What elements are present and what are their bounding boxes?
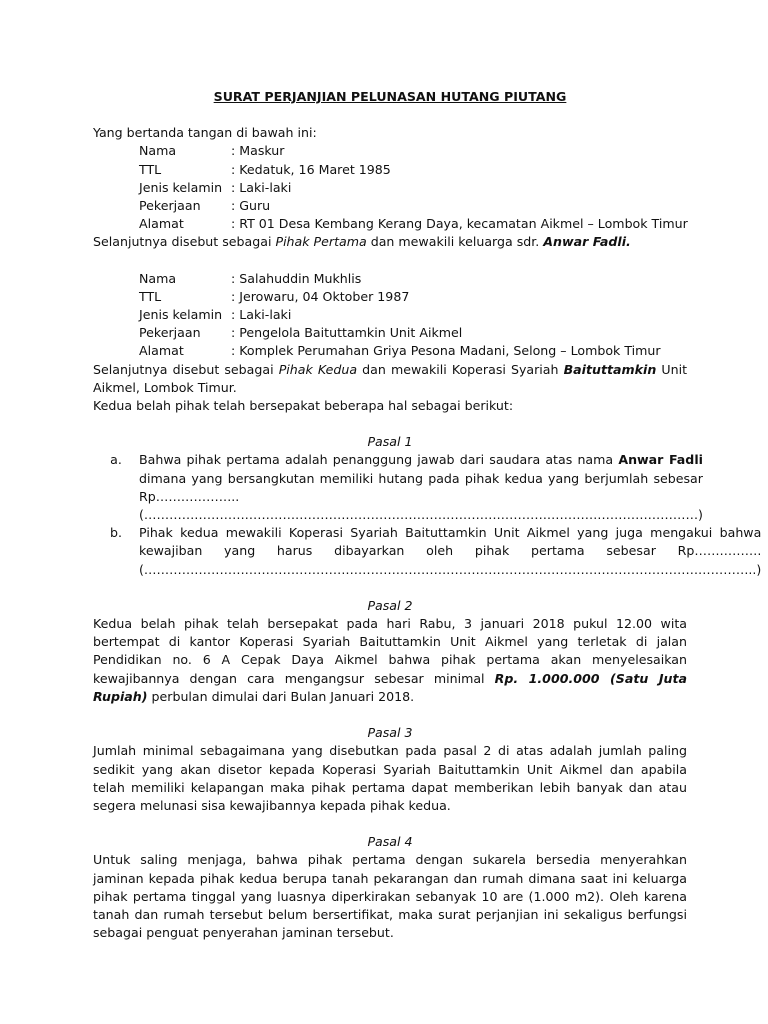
paragraph-text: Kedua belah pihak telah bersepakat pada hari Rabu, 3 januari 2018 pukul 12.00 wita bertempat di kantor Koperasi Syariah Baituttamkin Unit Aikmel yang terletak di jalan Pendidikan no. 6 A Cepak Daya Aikmel bahwa pihak pertama akan menyelesaikan kewajibannya dengan cara mengangsur sebesar minimal bbox=[93, 616, 687, 686]
party2-name-row bbox=[139, 270, 687, 288]
field-value: : Maskur bbox=[231, 143, 285, 159]
pasal1-list bbox=[93, 451, 762, 578]
field-label: Alamat bbox=[139, 343, 184, 359]
field-label: Jenis kelamin bbox=[139, 307, 223, 323]
pasal2-heading: Pasal 2 bbox=[367, 597, 413, 613]
statement-text: Unit Aikmel, Lombok Timur. bbox=[93, 361, 688, 395]
party1-statement bbox=[93, 233, 687, 251]
party1-role: Pihak Pertama bbox=[275, 234, 367, 250]
party2-ttl-row bbox=[139, 288, 687, 306]
field-value: : Pengelola Baituttamkin Unit Aikmel bbox=[231, 325, 463, 341]
party2-job-row bbox=[139, 324, 687, 342]
pasal4-text: Untuk saling menjaga, bahwa pihak pertama dengan sukarela bersedia menyerahkan jaminan kepada pihak kedua berupa tanah pekarangan dan rumah dimana saat ini keluarga pihak pertama tinggal yang luasnya diperkirakan sebanyak 10 are (1.000 m2). Oleh karena tanah dan rumah tersebut belum bersertifikat, maka surat perjanjian ini sekaligus berfungsi sebagai penguat penyerahan jaminan tersebut. bbox=[93, 852, 687, 941]
pasal2-text bbox=[93, 615, 687, 706]
list-item-text: Pihak kedua mewakili Koperasi Syariah Baituttamkin Unit Aikmel yang juga mengakui bahwa kewajiban yang harus dibayarkan oleh pihak pertama sebesar Rp……………. (………………………………………………………………………………………………………………………………..) bbox=[139, 525, 762, 577]
party1-name-row bbox=[139, 142, 687, 160]
party2-fields bbox=[93, 270, 687, 361]
party1-gender-row bbox=[139, 179, 687, 197]
field-value: : Laki-laki bbox=[231, 307, 292, 323]
party2-gender-row bbox=[139, 306, 687, 324]
field-label: Alamat bbox=[139, 216, 184, 232]
field-value: : Salahuddin Mukhlis bbox=[231, 270, 362, 286]
statement-text: Selanjutnya disebut sebagai bbox=[93, 234, 276, 250]
list-item-text bbox=[139, 451, 703, 524]
paragraph-text: perbulan dimulai dari Bulan Januari 2018. bbox=[147, 688, 415, 704]
field-label: Jenis kelamin bbox=[139, 179, 223, 195]
represented-name: Anwar Fadli. bbox=[543, 234, 631, 250]
field-value: : Laki-laki bbox=[231, 179, 292, 195]
field-value: : Kedatuk, 16 Maret 1985 bbox=[231, 161, 391, 177]
party1-fields bbox=[93, 142, 687, 233]
field-label: Nama bbox=[139, 270, 177, 286]
field-label: TTL bbox=[139, 161, 162, 177]
field-label: Pekerjaan bbox=[139, 198, 201, 214]
field-label: Pekerjaan bbox=[139, 325, 201, 341]
item-text: Bahwa pihak pertama adalah penanggung jawab dari saudara atas nama bbox=[139, 452, 619, 468]
party1-job-row bbox=[139, 197, 687, 215]
party1-address-row bbox=[139, 215, 687, 233]
list-marker: a. bbox=[110, 452, 122, 468]
statement-text: Selanjutnya disebut sebagai bbox=[93, 361, 279, 377]
field-value: : Jerowaru, 04 Oktober 1987 bbox=[231, 288, 410, 304]
list-marker: b. bbox=[110, 525, 122, 541]
organization-name: Baituttamkin bbox=[563, 361, 657, 377]
pasal4-heading: Pasal 4 bbox=[367, 834, 413, 850]
document-title: SURAT PERJANJIAN PELUNASAN HUTANG PIUTANG bbox=[213, 89, 567, 104]
party2-role: Pihak Kedua bbox=[278, 361, 358, 377]
party1-ttl-row bbox=[139, 161, 687, 179]
intro-text: Yang bertanda tangan di bawah ini: bbox=[93, 125, 317, 141]
pasal1-heading: Pasal 1 bbox=[367, 434, 413, 450]
item-text: dimana yang bersangkutan memiliki hutang pada pihak kedua yang berjumlah sebesar Rp……………….. (……………………………………………………………………………………………………………………) bbox=[139, 470, 703, 523]
field-label: Nama bbox=[139, 143, 177, 159]
field-value: : Komplek Perumahan Griya Pesona Madani, Selong – Lombok Timur bbox=[231, 343, 661, 359]
pasal3-heading: Pasal 3 bbox=[367, 725, 413, 741]
field-value: : RT 01 Desa Kembang Kerang Daya, kecamatan Aikmel – Lombok Timur bbox=[231, 216, 688, 232]
party2-statement bbox=[93, 361, 687, 397]
agreement-intro: Kedua belah pihak telah bersepakat beberapa hal sebagai berikut: bbox=[93, 398, 514, 414]
field-label: TTL bbox=[139, 288, 162, 304]
debtor-name: Anwar Fadli bbox=[618, 452, 703, 468]
list-item bbox=[93, 524, 762, 579]
statement-text: dan mewakili keluarga sdr. bbox=[366, 234, 544, 250]
statement-text: dan mewakili Koperasi Syariah bbox=[357, 361, 564, 377]
list-item bbox=[93, 451, 703, 524]
field-value: : Guru bbox=[231, 198, 271, 214]
installment-amount: Rp. 1.000.000 (Satu Juta Rupiah) bbox=[93, 670, 687, 704]
document-page bbox=[93, 88, 762, 942]
pasal3-text: Jumlah minimal sebagaimana yang disebutkan pada pasal 2 di atas adalah jumlah paling sedikit yang akan disetor kepada Koperasi Syariah Baituttamkin Unit Aikmel dan apabila telah memiliki kelapangan maka pihak pertama dapat memberikan lebih banyak dan atau segera melunasi sisa kewajibannya kepada pihak kedua. bbox=[93, 743, 687, 813]
party2-address-row bbox=[139, 342, 687, 360]
